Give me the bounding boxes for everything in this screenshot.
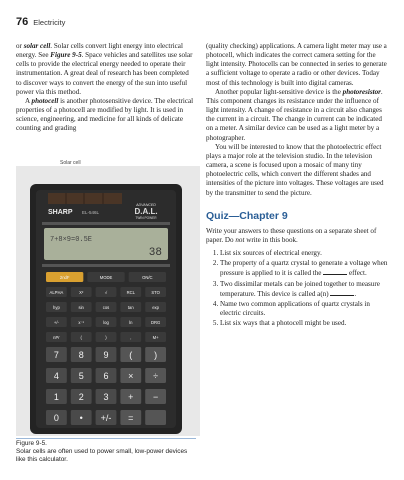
caption-rule (16, 438, 196, 439)
calc-key-label: 3 (103, 392, 109, 402)
answer-blank (330, 289, 354, 296)
calc-key (145, 410, 166, 425)
calc-key-label: , (130, 335, 132, 340)
calc-key-label: x⁻¹ (78, 320, 85, 325)
quiz-item: 2. The property of a quartz crystal to generate a voltage when pressure is applied to it is called the effect. (220, 259, 388, 278)
calc-key-label: log (103, 320, 109, 325)
calc-key-label: 2ndF (59, 275, 70, 280)
calc-badge-mid: D.A.L. (134, 207, 158, 216)
display-small-text: 7+8×9=0.5E (50, 236, 93, 244)
calc-key-label: = (128, 413, 134, 423)
calc-key-label: ( (129, 350, 133, 360)
quiz-heading: Quiz—Chapter 9 (206, 209, 288, 222)
running-head: Electricity (33, 18, 66, 27)
calc-key-label: 1 (53, 392, 59, 402)
quiz-intro: Write your answers to these questions on a separate sheet of paper. Do not write in this book. (206, 226, 377, 244)
calc-keypad (46, 272, 166, 425)
quiz-item: 1. List six sources of electrical energy. (220, 249, 388, 258)
quiz-item: 3. Two dissimilar metals can be joined together to measure temperature. This device is called a(n) . (220, 280, 388, 299)
calc-key-label: M+ (152, 335, 159, 340)
caption-title: Figure 9-5. (16, 440, 47, 447)
calc-key-label: 5 (78, 371, 84, 381)
calc-key-label: ÷ (153, 371, 159, 381)
quiz-questions (206, 249, 388, 328)
calc-key-label: − (152, 392, 159, 402)
calc-key-label: 0 (53, 413, 59, 423)
calc-key-label: ( (80, 335, 82, 340)
calc-key-label: nPr (53, 335, 60, 340)
calc-key-label: STO (151, 290, 160, 295)
right-paragraph-2: Another popular light-sensitive device is the photoresistor. This component changes its resistance under the influence of light intensity. A change of resistance in a circuit also changes the current in a circuit. The change in current can be indicated on a meter. A similar device can be used as a light meter by a photographer. (206, 87, 383, 142)
figure-9-5 (16, 160, 200, 436)
calc-key-label: √ (104, 290, 108, 295)
calc-key-label: ln (129, 320, 133, 325)
calc-brand: SHARP (48, 209, 73, 216)
calc-key-label: • (79, 413, 83, 423)
calc-badge-top: ADVANCED (136, 203, 156, 207)
calc-key-label: cos (102, 305, 110, 310)
calc-key-label: exp (152, 305, 159, 310)
calc-key-label: 9 (103, 350, 109, 360)
calc-key-label: + (128, 392, 134, 402)
answer-blank (323, 268, 347, 275)
calc-model: EL-546L (82, 210, 100, 215)
calc-key-label: 2 (78, 392, 84, 402)
figure-caption (16, 440, 196, 464)
calc-key-label: +/- (100, 413, 112, 423)
calc-key-label: MODE (99, 275, 113, 280)
calc-key-label: tan (127, 305, 134, 310)
caption-text: Solar cells are often used to power small, low-power devices like this calculator. (16, 448, 188, 463)
right-paragraph-1: (quality checking) applications. A camera light meter may use a photocell, which indicates the correct camera setting for the light intensity. Photocells can be connected in series to generate a sufficient voltage to operate a radio or other devices. Today most of this technology is built into digital cameras. (206, 42, 387, 87)
calc-key-label: 6 (103, 371, 109, 381)
left-paragraph-2: A photocell is another photosensitive device. The electrical properties of a photocell are modified by light. It is used in science, engineering, and medicine for all kinds of delicate counting and grading (16, 96, 194, 133)
solar-cell-label: Solar cell (60, 160, 81, 166)
calc-key-label: sin (78, 305, 84, 310)
calc-key-label: ) (154, 350, 158, 360)
page-number: 76 (16, 16, 29, 28)
right-column (206, 42, 388, 329)
display-large-text: 38 (148, 247, 162, 259)
calculator-image (16, 166, 200, 436)
calc-key-label: +/- (53, 320, 59, 325)
calc-key-label: X² (79, 290, 84, 295)
calc-key-label: ) (105, 335, 107, 340)
calc-key-label: × (128, 371, 134, 381)
quiz-item: 5. List six ways that a photocell might be used. (220, 319, 388, 328)
right-paragraph-3: You will be interested to know that the photoelectric effect plays a major role at the television studio. In the television camera, a scene is focused upon a mosaic of many tiny photoelectric cells, which convert the different shades and intensities of the picture into voltages. These voltages are used by the transmitter to send the picture. (206, 142, 384, 197)
calc-key-label: 7 (53, 350, 59, 360)
calc-key-label: hyp (53, 305, 60, 310)
calc-key-label: 8 (78, 350, 84, 360)
left-paragraph-1: or solar cell. Solar cells convert light energy into electrical energy. See Figure 9-5. Space vehicles and satellites use solar cells to provide the electrical energy needed to operate their instrumentation. A great deal of research has been completed to discover ways to convert the energy of the sun into useful power via this method. (16, 42, 193, 96)
calc-key-label: RCL (126, 290, 135, 295)
calc-key-label: ON/C (142, 275, 153, 280)
page-header (16, 16, 65, 30)
quiz-item: 4. Name two common applications of quartz crystals in electric circuits. (220, 300, 388, 318)
calc-key-label: DRG (150, 320, 161, 325)
calc-key-label: 4 (53, 371, 59, 381)
calc-key-label: ALPHA (49, 290, 64, 295)
left-column (16, 42, 196, 134)
calc-badge-bot: TWIN POWER (135, 216, 157, 220)
solar-cell-panel (48, 193, 122, 204)
